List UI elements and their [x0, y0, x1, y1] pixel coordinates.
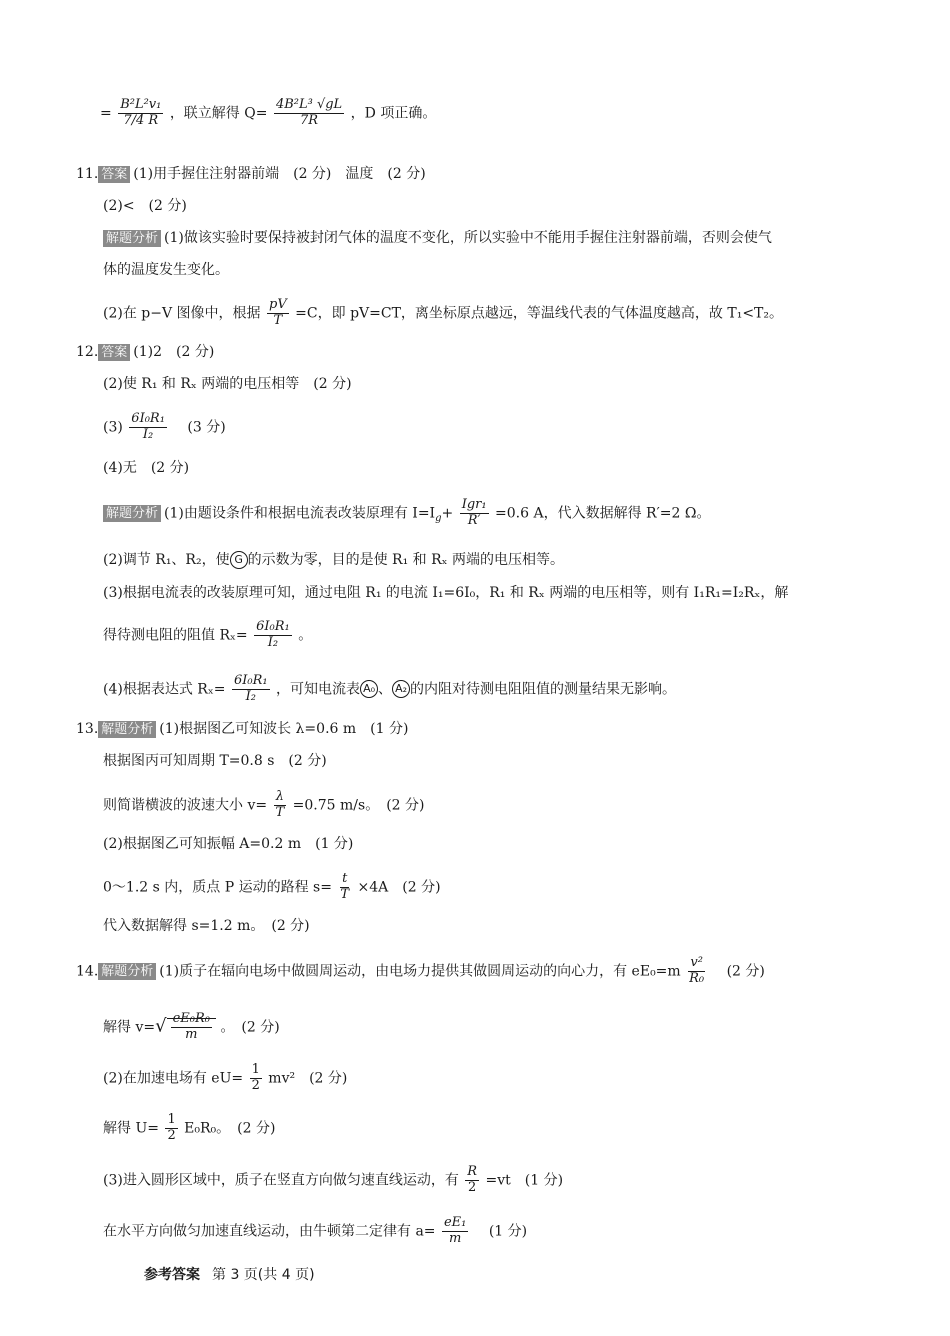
fraction-den: 7R	[300, 112, 319, 128]
q12-analysis-line-4	[103, 620, 312, 651]
q11-answer-line-2: (2)< (2 分)	[103, 198, 187, 214]
ammeter-a2-symbol: A₂	[392, 680, 410, 698]
question-number: 12.	[76, 344, 99, 360]
fraction	[165, 1113, 177, 1144]
q11-answer-line-1	[76, 164, 426, 184]
text: =0.6 A，代入数据解得 R′=2 Ω。	[495, 505, 711, 522]
analysis-tag: 解题分析	[98, 721, 156, 738]
fraction-den: m	[185, 1026, 198, 1042]
fraction-num: eE₁	[443, 1215, 467, 1230]
question-number: 13.	[76, 721, 99, 737]
fraction-num: Igr₁	[461, 497, 487, 512]
q12-answer-line-4: (4)无 (2 分)	[103, 460, 190, 476]
text: E₀R₀。 (2 分)	[184, 1120, 276, 1137]
text: (1 分)	[474, 1223, 528, 1240]
text: ，D 项正确。	[350, 105, 437, 122]
text: ×4A (2 分)	[357, 879, 441, 896]
galvanometer-symbol: G	[230, 551, 248, 569]
text: 解得 v=	[103, 1019, 156, 1036]
text: 、	[378, 681, 393, 698]
fraction	[687, 956, 706, 987]
fraction-num: 1	[167, 1112, 176, 1127]
q12-answer-line-3	[103, 412, 226, 443]
q13-line-1	[76, 719, 408, 739]
text: mv² (2 分)	[268, 1070, 348, 1087]
fraction	[465, 1165, 479, 1196]
text: =0.75 m/s。 (2 分)	[292, 797, 425, 814]
q13-line-5	[103, 872, 441, 903]
text: 则简谐横波的波速大小 v=	[103, 797, 268, 814]
fraction-num: t	[342, 871, 348, 886]
text: (3)进入圆形区域中，质子在竖直方向做匀速直线运动，有	[103, 1172, 459, 1189]
fraction-den: 2	[251, 1077, 260, 1093]
q14-line-2	[103, 1012, 280, 1043]
answer-tag: 答案	[98, 166, 130, 183]
fraction-den: R₀	[689, 970, 705, 986]
fraction	[171, 1012, 212, 1043]
analysis-tag: 解题分析	[103, 230, 161, 247]
fraction	[274, 790, 287, 821]
text: ，联立解得 Q=	[169, 105, 268, 122]
fraction-den: 7/4 R	[123, 112, 159, 128]
footer-label: 参考答案	[144, 1267, 200, 1283]
fraction-num: 6I₀R₁	[131, 411, 165, 426]
q13-line-4: (2)根据图乙可知振幅 A=0.2 m (1 分)	[103, 836, 354, 852]
fraction-den: I₂	[142, 426, 154, 442]
fraction	[250, 1063, 262, 1094]
fraction-den: I₂	[245, 688, 256, 704]
fraction-num: eE₀R₀	[172, 1011, 210, 1026]
text: (1)根据图乙可知波长 λ=0.6 m (1 分)	[159, 721, 409, 737]
fraction-den: 2	[167, 1127, 176, 1143]
fraction-den: 2	[468, 1179, 477, 1195]
q11-analysis-line-1	[103, 228, 772, 248]
q14-line-1	[76, 956, 765, 987]
q14-line-6	[103, 1216, 527, 1247]
q13-line-3	[103, 790, 424, 821]
text: 。	[298, 627, 313, 644]
fraction-den: R′	[467, 512, 481, 528]
text: (4)根据表达式 Rₓ=	[103, 681, 226, 698]
q12-analysis-line-3: (3)根据电流表的改装原理可知，通过电阻 R₁ 的电流 I₁=6I₀，R₁ 和 Rₓ 两端的电压相等，则有 I₁R₁=I₂Rₓ，解	[103, 585, 789, 601]
text: (3)	[103, 419, 123, 436]
subscript: g	[435, 513, 442, 525]
q11-analysis-line-2: 体的温度发生变化。	[103, 262, 229, 278]
text: (3 分)	[173, 419, 226, 436]
q12-analysis-line-5	[103, 674, 676, 705]
fraction	[267, 298, 289, 329]
answer-tag: 答案	[98, 344, 130, 361]
q13-line-6: 代入数据解得 s=1.2 m。 (2 分)	[103, 918, 310, 934]
continuation-line	[100, 98, 436, 129]
text: ，可知电流表	[276, 681, 361, 698]
q12-answer-line-2: (2)使 R₁ 和 Rₓ 两端的电压相等 (2 分)	[103, 376, 352, 392]
fraction-den: T	[340, 886, 350, 902]
fraction-num: B²L²v₁	[120, 97, 162, 112]
q12-answer-line-1	[76, 342, 214, 362]
fraction-num: 6I₀R₁	[256, 619, 290, 634]
question-number: 11.	[76, 166, 99, 182]
fraction	[232, 674, 270, 705]
fraction	[118, 98, 163, 129]
text: =	[100, 105, 112, 122]
page-footer	[144, 1265, 315, 1285]
text: 得待测电阻的阻值 Rₓ=	[103, 627, 248, 644]
text: (1)做该实验时要保持被封闭气体的温度不变化，所以实验中不能用手握住注射器前端，否则会使气	[164, 230, 772, 246]
question-number: 14.	[76, 963, 99, 980]
fraction	[338, 872, 351, 903]
text: (1)用手握住注射器前端 (2 分) 温度 (2 分)	[133, 166, 426, 182]
text: (2 分)	[712, 963, 765, 980]
text: +	[441, 505, 454, 522]
text: 0～1.2 s 内，质点 P 运动的路程 s=	[103, 879, 332, 896]
analysis-tag: 解题分析	[98, 963, 156, 980]
q14-line-4	[103, 1113, 275, 1144]
q14-line-5	[103, 1165, 563, 1196]
fraction-num: 4B²L³ √gL	[275, 97, 343, 112]
text: =C，即 pV=CT，离坐标原点越远，等温线代表的气体温度越高，故 T₁<T₂。	[295, 305, 783, 322]
q13-line-2: 根据图丙可知周期 T=0.8 s (2 分)	[103, 753, 327, 769]
text: (2)在加速电场有 eU=	[103, 1070, 244, 1087]
analysis-tag: 解题分析	[103, 505, 161, 522]
q11-analysis-line-3	[103, 298, 783, 329]
text: 解得 U=	[103, 1120, 159, 1137]
text: (2)在 p−V 图像中，根据	[103, 305, 261, 322]
text: (1)由题设条件和根据电流表改装原理有 I=I	[164, 505, 436, 522]
text: (1)2 (2 分)	[133, 344, 215, 360]
fraction-num: 6I₀R₁	[233, 673, 268, 688]
text: (2)调节 R₁、R₂，使	[103, 552, 230, 568]
fraction	[460, 498, 489, 529]
text: =vt (1 分)	[485, 1172, 564, 1189]
q12-analysis-line-2	[103, 550, 564, 570]
text: 。 (2 分)	[220, 1019, 280, 1036]
fraction-den: T	[275, 804, 285, 820]
fraction-den: I₂	[267, 634, 279, 650]
text: 的内阻对待测电阻阻值的测量结果无影响。	[410, 681, 677, 698]
text: (1)质子在辐向电场中做圆周运动，由电场力提供其做圆周运动的向心力，有 eE₀=m	[159, 963, 681, 980]
sqrt-body	[167, 1011, 216, 1042]
text: 的示数为零，目的是使 R₁ 和 Rₓ 两端的电压相等。	[247, 552, 565, 568]
page-number: 第 3 页(共 4 页)	[212, 1267, 315, 1283]
fraction-num: v²	[690, 955, 703, 970]
fraction-den: T	[273, 312, 283, 328]
sqrt-symbol: √	[155, 1015, 167, 1037]
q12-analysis-line-1	[103, 498, 710, 529]
text: 在水平方向做匀加速直线运动，由牛顿第二定律有 a=	[103, 1223, 436, 1240]
fraction	[442, 1216, 468, 1247]
ammeter-a0-symbol: A₀	[360, 680, 378, 698]
fraction-num: pV	[269, 297, 287, 312]
fraction-num: λ	[275, 789, 284, 804]
fraction-den: m	[449, 1230, 462, 1246]
fraction	[254, 620, 292, 651]
fraction-num: 1	[251, 1062, 260, 1077]
q14-line-3	[103, 1063, 347, 1094]
fraction	[129, 412, 167, 443]
fraction	[274, 98, 344, 129]
fraction-num: R	[467, 1164, 478, 1179]
